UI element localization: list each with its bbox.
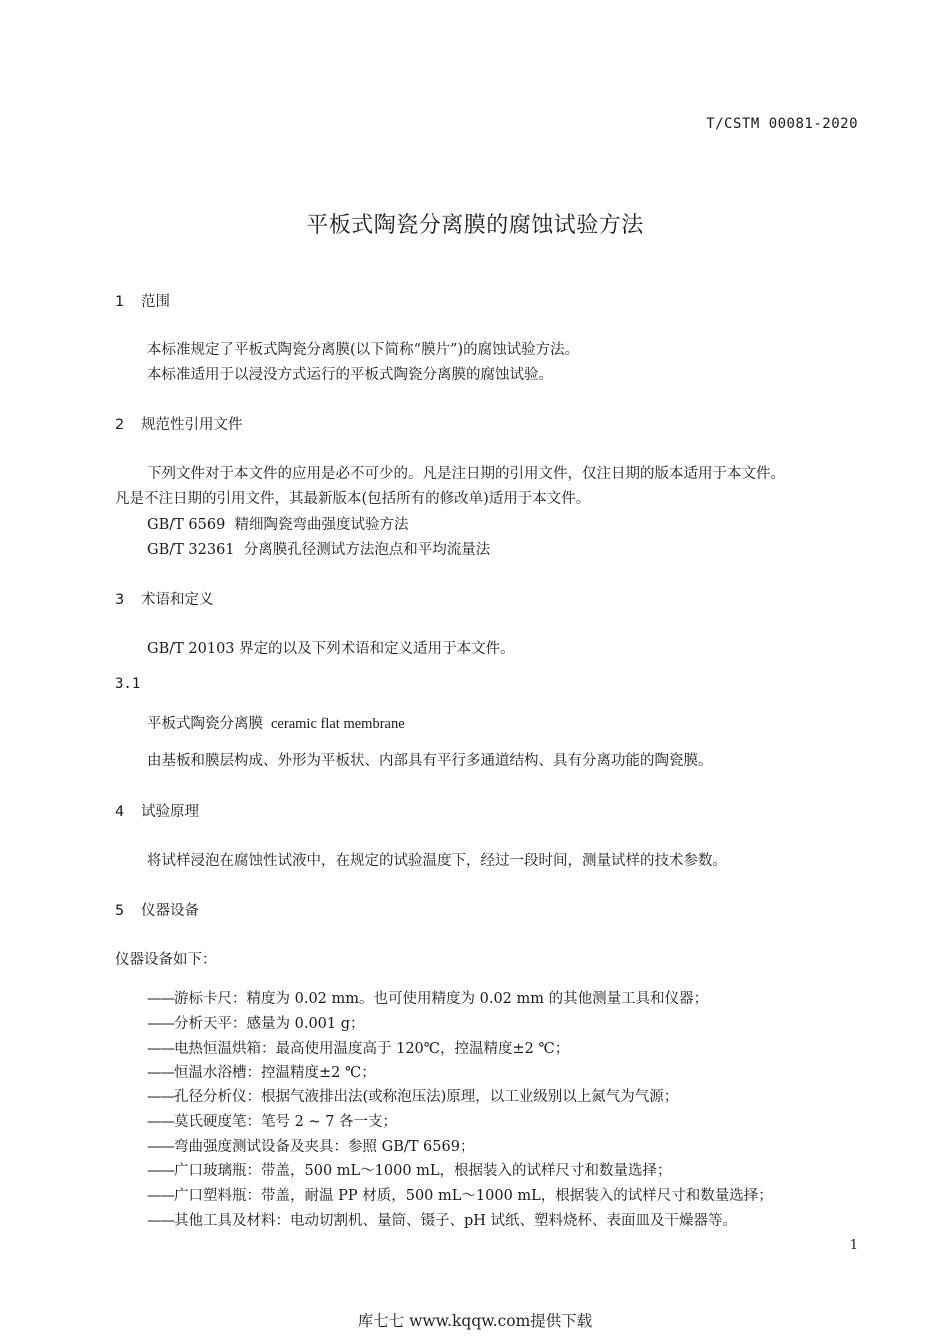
list-dash: —— (147, 1041, 174, 1057)
reference-item (147, 513, 409, 534)
section-title: 范围 (141, 294, 170, 310)
list-text: 恒温水浴槽：控温精度±2 ℃； (174, 1065, 376, 1081)
section-number: 1 (115, 294, 125, 310)
section-1-heading (115, 290, 170, 311)
section-title: 规范性引用文件 (141, 417, 243, 433)
term-english: ceramic flat membrane (271, 716, 405, 732)
section-3-paragraph: GB/T 20103 界定的以及下列术语和定义适用于本文件。 (147, 641, 515, 657)
document-code: T/CSTM 00081-2020 (706, 116, 858, 132)
list-dash: —— (147, 1163, 174, 1179)
download-footer: 库七七 www.kqqw.com提供下载 (357, 1312, 593, 1330)
section-1-paragraph: 本标准适用于以浸没方式运行的平板式陶瓷分离膜的腐蚀试验。 (147, 367, 553, 383)
list-item (147, 1184, 773, 1205)
section-2-paragraph: 下列文件对于本文件的应用是必不可少的。凡是注日期的引用文件，仅注日期的版本适用于本文件。 (147, 466, 785, 482)
section-2-heading (115, 413, 243, 434)
list-dash: —— (147, 1213, 174, 1229)
list-text: 弯曲强度测试设备及夹具：参照 GB/T 6569； (174, 1139, 475, 1155)
reference-name: 精细陶瓷弯曲强度试验方法 (234, 517, 409, 533)
term-chinese: 平板式陶瓷分离膜 (147, 716, 263, 732)
list-text: 电热恒温烘箱：最高使用温度高于 120℃，控温精度±2 ℃； (174, 1041, 570, 1057)
list-text: 孔径分析仪：根据气液排出法(或称泡压法)原理，以工业级别以上氮气为气源； (174, 1089, 679, 1105)
reference-item (147, 538, 490, 559)
section-number: 4 (115, 804, 125, 820)
list-text: 广口塑料瓶：带盖，耐温 PP 材质，500 mL～1000 mL，根据装入的试样尺寸和数量选择； (174, 1188, 773, 1204)
list-text: 游标卡尺：精度为 0.02 mm。也可使用精度为 0.02 mm 的其他测量工具和仪器； (174, 991, 709, 1007)
list-item (147, 1085, 678, 1106)
section-4-heading (115, 800, 199, 821)
section-5-heading (115, 899, 199, 920)
section-number: 2 (115, 417, 125, 433)
section-title: 试验原理 (141, 804, 199, 820)
subsection-number: 3.1 (115, 676, 141, 692)
list-item (147, 1061, 376, 1082)
section-5-intro: 仪器设备如下： (115, 952, 217, 968)
reference-code: GB/T 6569 (147, 517, 226, 533)
list-text: 其他工具及材料：电动切割机、量筒、镊子、pH 试纸、塑料烧杯、表面皿及干燥器等。 (174, 1213, 738, 1229)
section-number: 5 (115, 903, 125, 919)
list-dash: —— (147, 1089, 174, 1105)
section-3-heading (115, 588, 214, 609)
section-1-paragraph: 本标准规定了平板式陶瓷分离膜(以下简称“膜片”)的腐蚀试验方法。 (147, 342, 580, 358)
list-item (147, 987, 708, 1008)
list-item (147, 1037, 569, 1058)
section-title: 仪器设备 (141, 903, 199, 919)
list-item (147, 1110, 397, 1131)
term-definition: 由基板和膜层构成、外形为平板状、内部具有平行多通道结构、具有分离功能的陶瓷膜。 (147, 753, 713, 769)
term-entry (147, 712, 405, 733)
list-item (147, 1209, 737, 1230)
list-item (147, 1159, 672, 1180)
section-number: 3 (115, 592, 125, 608)
section-4-paragraph: 将试样浸泡在腐蚀性试液中，在规定的试验温度下，经过一段时间，测量试样的技术参数。 (147, 853, 727, 869)
list-dash: —— (147, 1188, 174, 1204)
section-2-paragraph: 凡是不注日期的引用文件，其最新版本(包括所有的修改单)适用于本文件。 (115, 491, 591, 507)
list-text: 分析天平：感量为 0.001 g； (174, 1016, 365, 1032)
list-dash: —— (147, 991, 174, 1007)
document-title: 平板式陶瓷分离膜的腐蚀试验方法 (306, 213, 644, 238)
list-text: 莫氏硬度笔：笔号 2 ~ 7 各一支； (174, 1114, 398, 1130)
page-number: 1 (849, 1238, 858, 1253)
list-item (147, 1135, 474, 1156)
list-dash: —— (147, 1114, 174, 1130)
list-dash: —— (147, 1065, 174, 1081)
list-dash: —— (147, 1016, 174, 1032)
reference-name: 分离膜孔径测试方法泡点和平均流量法 (243, 542, 491, 558)
section-title: 术语和定义 (141, 592, 214, 608)
list-item (147, 1012, 365, 1033)
reference-code: GB/T 32361 (147, 542, 235, 558)
list-text: 广口玻璃瓶：带盖，500 mL～1000 mL，根据装入的试样尺寸和数量选择； (174, 1163, 672, 1179)
list-dash: —— (147, 1139, 174, 1155)
